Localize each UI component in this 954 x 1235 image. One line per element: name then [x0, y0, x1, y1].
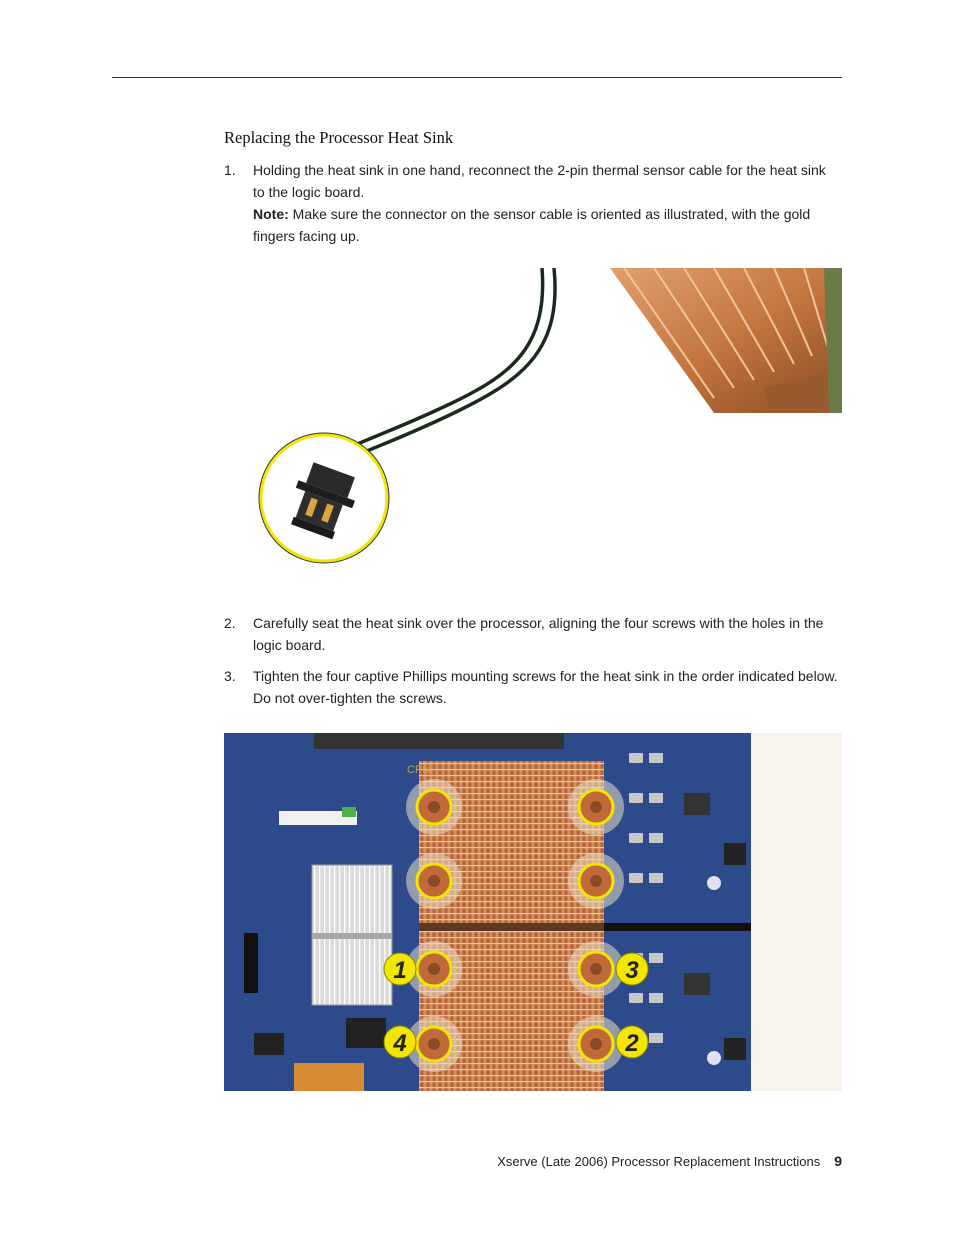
heat-sink-divider — [419, 923, 604, 931]
step-number: 3. — [224, 668, 236, 684]
step-note — [253, 203, 840, 247]
sensor-cable — [322, 268, 543, 464]
note-label: Note: — [253, 206, 289, 222]
footer-doc-title: Xserve (Late 2006) Processor Replacement Instructions — [497, 1154, 821, 1169]
callout-number: 2 — [625, 1030, 639, 1057]
callout-3 — [616, 953, 648, 985]
step-number: 2. — [224, 615, 236, 631]
header-rule — [112, 77, 842, 78]
divider-strip — [604, 923, 751, 931]
callout-4 — [384, 1026, 416, 1058]
board-label: CPU — [407, 764, 431, 776]
screw-order-figure — [224, 733, 842, 1091]
step-text: Carefully seat the heat sink over the processor, aligning the four screws with the holes in the logic board. — [253, 615, 824, 653]
step-2 — [224, 612, 840, 656]
callout-1 — [384, 953, 416, 985]
connector-figure — [224, 268, 842, 580]
note-text: Make sure the connector on the sensor cable is oriented as illustrated, with the gold fingers facing up. — [253, 206, 811, 244]
step-text: Holding the heat sink in one hand, reconnect the 2-pin thermal sensor cable for the heat sink to the logic board. — [253, 162, 826, 200]
step-3 — [224, 665, 840, 709]
callout-number: 4 — [393, 1030, 407, 1057]
step-1 — [224, 159, 840, 247]
step-text: Tighten the four captive Phillips mounting screws for the heat sink in the order indicated below. Do not over-tighten the screws. — [253, 668, 838, 706]
step-number: 1. — [224, 162, 236, 178]
callout-number: 3 — [625, 957, 639, 984]
memory-heat-sink-gap — [312, 933, 392, 939]
section-title: Replacing the Processor Heat Sink — [224, 128, 454, 147]
callout-2 — [616, 1026, 648, 1058]
background — [751, 733, 842, 1091]
page-footer — [497, 1153, 842, 1169]
heat-sink-corner — [610, 268, 842, 413]
callout-number: 1 — [393, 957, 407, 984]
page-number: 9 — [834, 1153, 842, 1169]
